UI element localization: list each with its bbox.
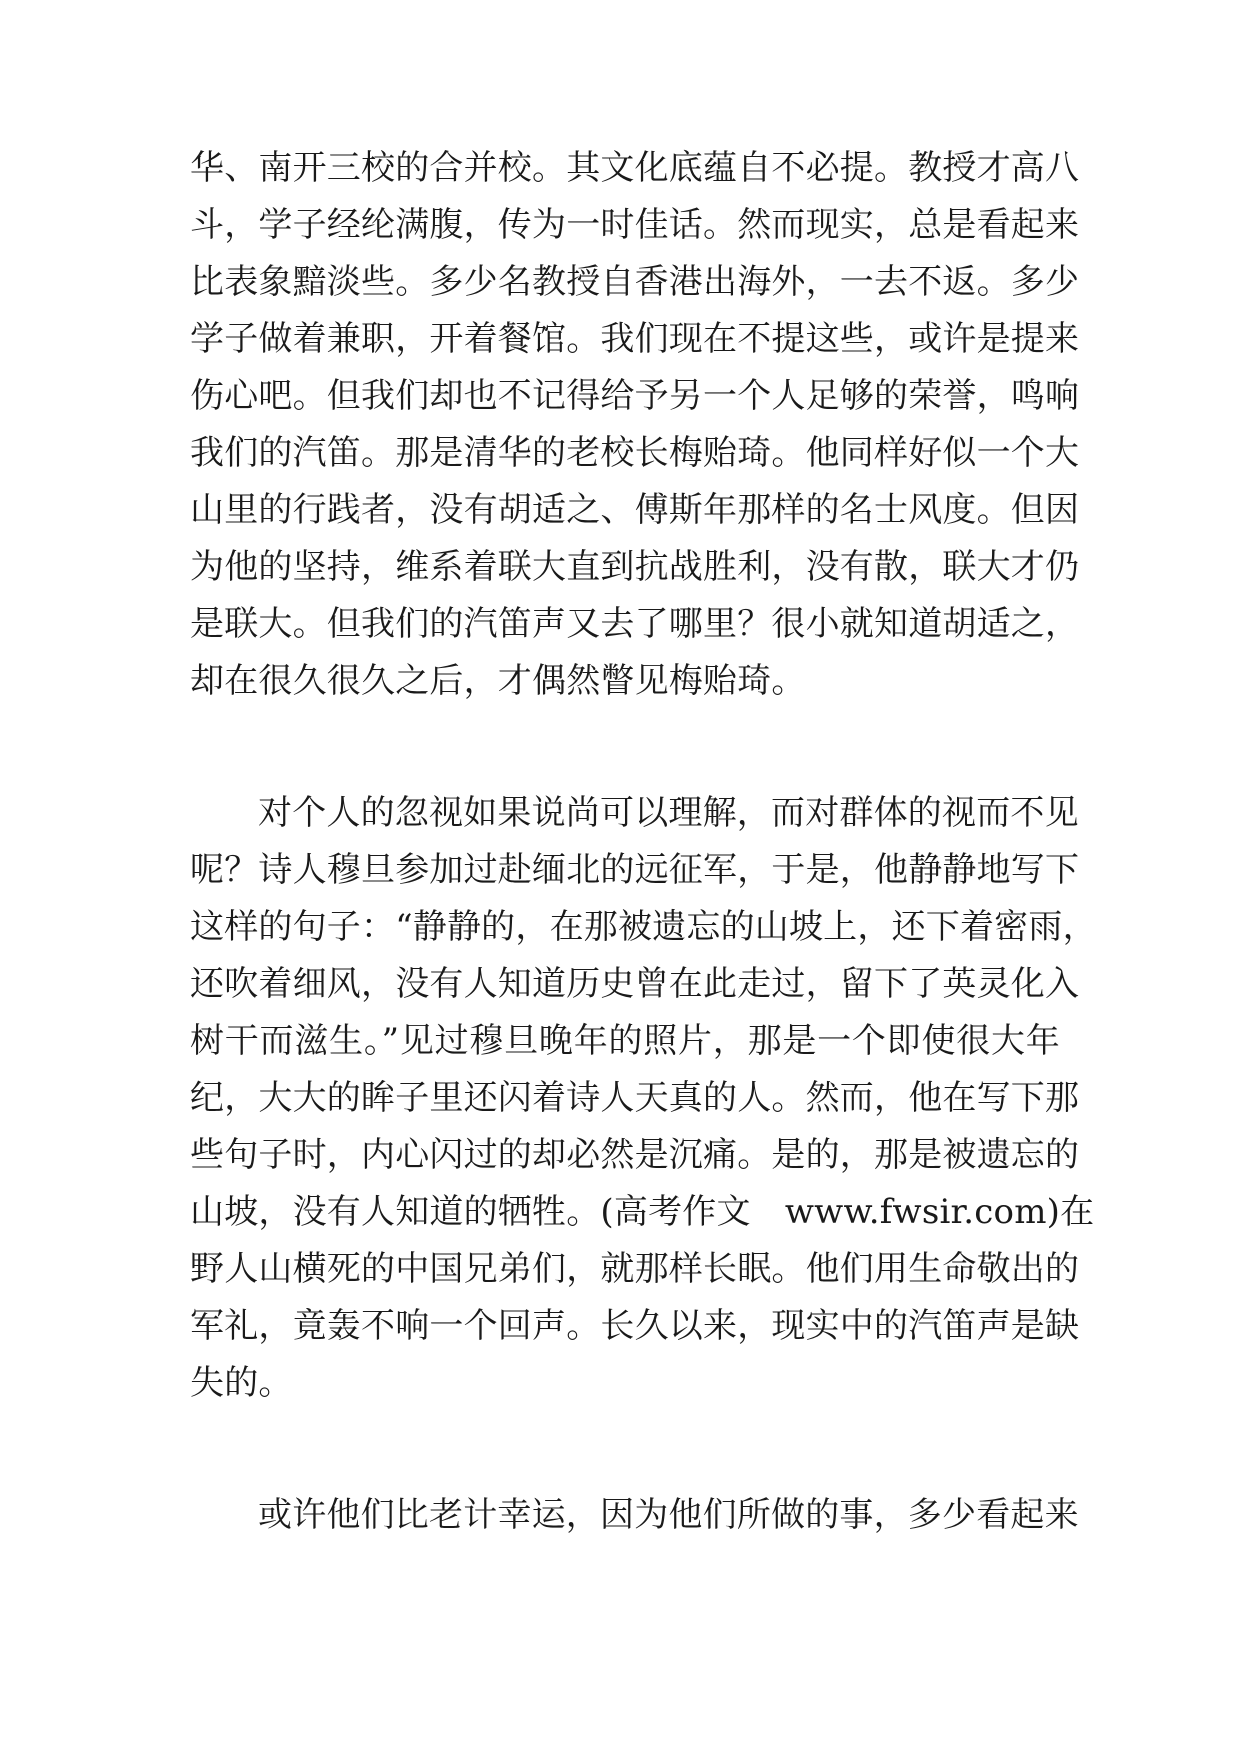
text-line: 学子做着兼职，开着餐馆。我们现在不提这些，或许是提来	[190, 319, 1080, 359]
text-line: 我们的汽笛。那是清华的老校长梅贻琦。他同样好似一个大	[190, 433, 1080, 473]
text-line: 军礼，竟轰不响一个回声。长久以来，现实中的汽笛声是缺	[190, 1306, 1080, 1346]
text-line: 野人山横死的中国兄弟们，就那样长眠。他们用生命敬出的	[190, 1249, 1080, 1289]
text-line: 呢？诗人穆旦参加过赴缅北的远征军，于是，他静静地写下	[190, 850, 1080, 890]
text-line: 华、南开三校的合并校。其文化底蕴自不必提。教授才高八	[190, 148, 1080, 188]
text-line: 或许他们比老计幸运，因为他们所做的事，多少看起来	[258, 1495, 1079, 1535]
text-line: 这样的句子：“静静的，在那被遗忘的山坡上，还下着密雨，	[190, 907, 1097, 947]
text-line: 对个人的忽视如果说尚可以理解，而对群体的视而不见	[258, 793, 1079, 833]
text-line: 伤心吧。但我们却也不记得给予另一个人足够的荣誉，鸣响	[190, 376, 1080, 416]
text-line: 为他的坚持，维系着联大直到抗战胜利，没有散，联大才仍	[190, 547, 1080, 587]
text-line: 是联大。但我们的汽笛声又去了哪里？很小就知道胡适之，	[190, 604, 1080, 644]
text-line: 山坡，没有人知道的牺牲。(高考作文 www.fwsir.com)在	[190, 1192, 1095, 1232]
text-line: 纪，大大的眸子里还闪着诗人天真的人。然而，他在写下那	[190, 1078, 1080, 1118]
text-line: 山里的行践者，没有胡适之、傅斯年那样的名士风度。但因	[190, 490, 1080, 530]
text-line: 些句子时，内心闪过的却必然是沉痛。是的，那是被遗忘的	[190, 1135, 1080, 1175]
text-line: 失的。	[190, 1363, 293, 1403]
text-line: 树干而滋生。”见过穆旦晚年的照片，那是一个即使很大年	[190, 1021, 1060, 1061]
text-line: 却在很久很久之后，才偶然瞥见梅贻琦。	[190, 661, 806, 701]
text-line: 还吹着细风，没有人知道历史曾在此走过，留下了英灵化入	[190, 964, 1080, 1004]
text-line: 斗，学子经纶满腹，传为一时佳话。然而现实，总是看起来	[190, 205, 1080, 245]
text-line: 比表象黯淡些。多少名教授自香港出海外，一去不返。多少	[190, 262, 1080, 302]
